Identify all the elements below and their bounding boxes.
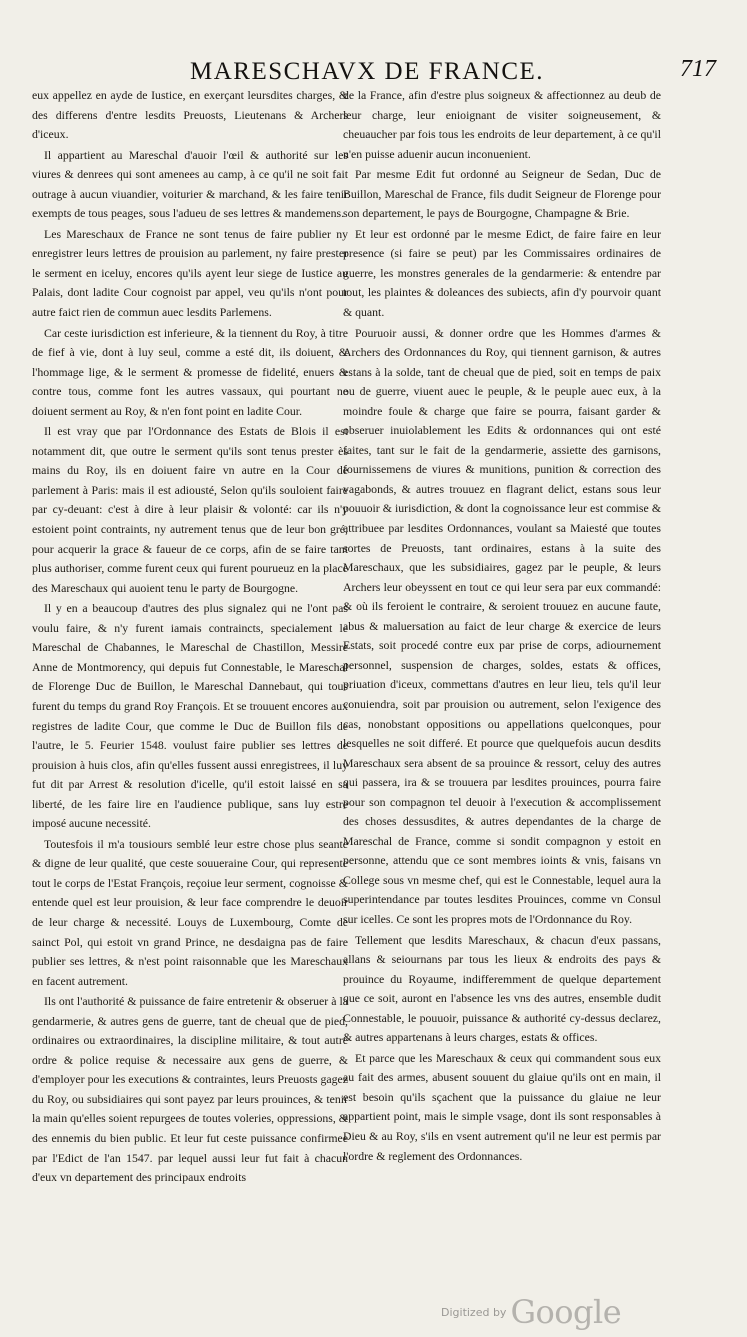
paragraph: Toutesfois il m'a tousiours semblé leur estre chose plus seante & digne de leur qualité, que ceste souueraine Cour, qui represente tout le corps de l'Estat François, reçoiue leur serment, cognoisse & entende quel est leur prouision, & leur face comprendre le deuoir de leur charge & necessité. Louys de Luxembourg, Comte de sainct Pol, qui estoit vn grand Prince, ne desdaigna pas de faire publier ses lettres, & n'est point raisonnable que les Mareschaux en facent autrement. [32,836,348,988]
watermark-prefix: Digitized by [441,1306,507,1319]
paragraph: Il appartient au Mareschal d'auoir l'œil & authorité sur les viures & denrees qui sont amenees au camp, à ce qu'il ne soit fait outrage à aucun viuandier, voiturier & marchand, & les faire tenir exempts de tous peages, sous l'adueu de ses lettres & mandemens. [32,147,348,221]
paragraph: Tellement que lesdits Mareschaux, & chacun d'eux passans, allans & seiournans par tous les lieux & endroits des pays & prouince du Royaume, indifferemment de quelque departement que ce soit, auront en l'absence les vns des autres, ensemble dudit Connestable, le pouuoir, puissance & authorité cy-dessus declarez, & autres appartenans à leurs charges, estats & offices. [343,932,661,1045]
paragraph: Ils ont l'authorité & puissance de faire entretenir & obseruer à la gendarmerie, & autres gens de guerre, tant de cheual que de pied, ordinaires ou extraordinaires, la discipline militaire, & tout autre ordre & police requise & necessaire aux gens de guerre, & d'employer pour les executions & contraintes, leurs Preuosts gagez du Roy, ou subsidiaires qui sont payez par leurs prouinces, & tenir la main qu'elles soient repurgees de toutes voleries, oppressions, & des ennemis du bien public. Et leur fut ceste puissance confirmee par l'Edict de l'an 1547. par lequel aussi leur fut fait à chacun d'eux vn departement des principaux endroits [32,994,348,1185]
paragraph: Les Mareschaux de France ne sont tenus de faire publier ny enregistrer leurs lettres de prouision au parlement, ny faire prester le serment en iceluy, encores qu'ils ayent leur siege de Iustice au Palais, dont ladite Cour cognoist par appel, veu qu'ils n'ont pour autre faict rien de commun auec lesdits Parlemens. [32,226,348,320]
paragraph: Il est vray que par l'Ordonnance des Estats de Blois il est notamment dit, que outre le serment qu'ils sont tenus prester ès mains du Roy, ils en doiuent faire vn autre en la Cour de parlement à Paris: mais il est adiousté, Selon qu'ils souloient faire par cy-deuant: c'est à dire à leur plaisir & volonté: car ils n'y estoient point contraints, ny autrement tenus que de leur bon gré, pour acquerir la grace & faueur de ce corps, afin de se faire tant plus authoriser, comme furent ceux qui furent pourueuz en la place des Mareschaux qui auoient tenu le party de Bourgogne. [32,424,348,595]
paragraph: Il y en a beaucoup d'autres des plus signalez qui ne l'ont pas voulu faire, & n'y furent iamais contraincts, specialement le Mareschal de Chabannes, le Mareschal de Chastillon, Messire Anne de Montmorency, qui depuis fut Connestable, le Mareschal de Florenge Duc de Buillon, le Mareschal Dannebaut, qui tous furent du temps du grand Roy François. Et se trouuent encores aux registres de ladite Cour, que comme le Duc de Buillon fils de l'autre, le 5. Feurier 1548. voulust faire publier ses lettres de prouision à huis clos, afin qu'elles fussent aussi enregistrees, il luy fut dit par Arrest & resolution d'icelle, qu'il estoit laissé en sa liberté, de les faire lire en l'audience publique, sans luy estre imposé aucune necessité. [32,601,348,831]
page-header [30,56,720,90]
page-number: 717 [680,56,716,82]
digitized-watermark [441,1282,622,1331]
google-logo: Google [510,1293,622,1331]
paragraph: Et parce que les Mareschaux & ceux qui commandent sous eux au fait des armes, abusent souuent du glaiue qu'ils ont en main, il est besoin qu'ils sçachent que la puissance du glaiue ne leur appartient point, mais le simple vsage, dont ils sont responsables à Dieu & au Roy, s'ils en vsent autrement qu'il ne leur est permis par l'ordre & reglement des Ordonnances. [343,1050,661,1163]
paragraph: Car ceste iurisdiction est inferieure, & la tiennent du Roy, à titre de fief à vie, dont à luy seul, comme a esté dit, ils doiuent, & l'hommage lige, & le serment & promesse de fidelité, enuers & contre tous, comme font les autres vassaux, qui pourtant ne doiuent serment au Roy, & n'en font point en ladite Cour. [32,325,348,418]
paragraph: de la France, afin d'estre plus soigneux & affectionnez au deub de leur charge, leur enioignant de visiter soigneusement, & cheuaucher par fois tous les endroits de leur departement, à ce qu'il n'en puisse aduenir aucun inconuenient. [343,88,661,161]
paragraph: eux appellez en ayde de Iustice, en exerçant leursdites charges, & des differens d'entre lesdits Preuosts, Lieutenans & Archers d'iceux. [32,88,348,142]
running-title: MARESCHAVX DE FRANCE. [190,58,545,85]
left-column [32,86,348,1188]
paragraph: Pouruoir aussi, & donner ordre que les Hommes d'armes & Archers des Ordonnances du Roy, qui tiennent garnison, & autres estans à la solde, tant de cheual que de pied, soit en temps de paix ou de guerre, viuent auec le peuple, & le peuple auec eux, à la moindre foule & charge que faire se pourra, faisant garder & obseruer inuiolablement les Edits & ordonnances qui ont esté faites, tant sur le fait de la gendarmerie, assiette des garnisons, fournissemens de viures & munitions, punition & correction des vagabonds, & autres trouuez en flagrant delict, estans sous leur pouuoir & iurisdiction, & dont la cognoissance leur est commise & attribuee par lesdites Ordonnances, voulant sa Maiesté que toutes sortes de Preuosts, tant ordinaires, estans à la suite des Mareschaux, que les subsidiaires, gagez par le peuple, & leurs Archers leur obeyssent en tout ce qui leur sera par eux commandé: & où ils feroient le contraire, & seroient trouuez en aucune faute, abus & maluersation au faict de leur charge & exercice de leurs Estats, soit procedé contre eux par prise de corps, adiournement personnel, suspension de charges, soldes, estats & offices, priuation d'iceux, commettans d'autres en leur lieu, tels qu'il leur conuiendra, soit par prouision ou autrement, selon l'exigence des cas, nonobstant oppositions ou appellations quelconques, pour lesquelles ne soit differé. Et pource que quelquefois aucun desdits Mareschaux sera absent de sa prouince & ressort, celuy des autres qui passera, ira & se trouuera par lesdites prouinces, pourra faire pour son compagnon tel deuoir à l'execution & accomplissement des choses dessusdites, & autres dependantes de la charge de Mareschal de France, comme si sondit compagnon y estoit en personne, attendu que ce sont membres ioints & vnis, faisans vn College sous vn mesme chef, qui est le Connestable, lequel aura la superintendance par toutes lesdites Prouinces, comme vn Consul sur icelles. Ce sont les propres mots de l'Ordonnance du Roy. [343,325,661,926]
right-column [343,86,661,1166]
paragraph: Par mesme Edit fut ordonné au Seigneur de Sedan, Duc de Buillon, Mareschal de France, fils dudit Seigneur de Florenge pour son departement, le pays de Bourgogne, Champagne & Brie. [343,167,661,221]
paragraph: Et leur est ordonné par le mesme Edict, de faire faire en leur presence (si faire se peut) par les Commissaires ordinaires de guerre, les monstres generales de la gendarmerie: & entendre par tout, les plaintes & doleances des subiects, afin d'y pourvoir quant & quant. [343,226,661,320]
